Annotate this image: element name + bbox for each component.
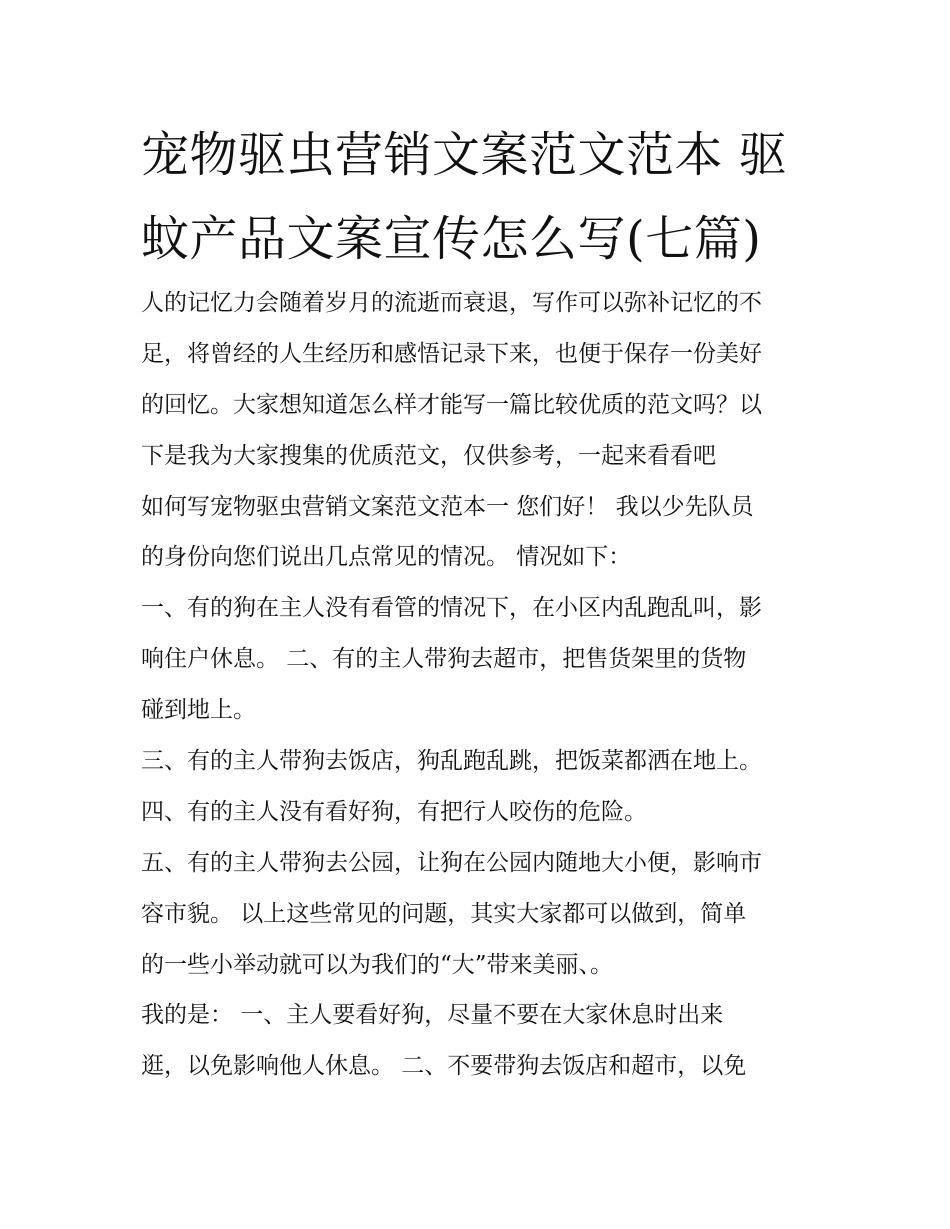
document-body bbox=[141, 278, 831, 1092]
body-line: 人的记忆力会随着岁月的流逝而衰退，写作可以弥补记忆的不 bbox=[141, 290, 762, 316]
body-line: 五、有的主人带狗去公园，让狗在公园内随地大小便，影响市 bbox=[141, 849, 762, 876]
body-line: 下是我为大家搜集的优质范文，仅供参考，一起来看看吧 bbox=[141, 442, 716, 469]
body-line: 碰到地上。 bbox=[141, 697, 256, 724]
body-line: 我的是： 一、主人要看好狗，尽量不要在大家休息时出来 bbox=[141, 1002, 724, 1029]
body-line: 响住户休息。 二、有的主人带狗去超市，把售货架里的货物 bbox=[141, 646, 747, 673]
body-line: 一、有的狗在主人没有看管的情况下，在小区内乱跑乱叫，影 bbox=[141, 595, 762, 622]
title-line: 宠物驱虫营销文案范文范本 驱 bbox=[141, 127, 788, 183]
body-line: 三、有的主人带狗去饭店，狗乱跑乱跳，把饭菜都洒在地上。 bbox=[141, 748, 762, 775]
body-line: 容市貌。 以上这些常见的问题，其实大家都可以做到，简单 bbox=[141, 900, 747, 927]
title-line: 蚊产品文案宣传怎么写(七篇) bbox=[141, 211, 762, 267]
body-line: 四、有的主人没有看好狗，有把行人咬伤的危险。 bbox=[141, 798, 647, 825]
body-line: 逛，以免影响他人休息。 二、不要带狗去饭店和超市，以免 bbox=[141, 1053, 747, 1080]
document-title bbox=[141, 113, 831, 281]
body-line: 如何写宠物驱虫营销文案范文范本一 您们好！ 我以少先队员 bbox=[141, 493, 754, 520]
body-line: 的回忆。大家想知道怎么样才能写一篇比较优质的范文吗？以 bbox=[141, 391, 762, 418]
body-line: 足，将曾经的人生经历和感悟记录下来，也便于保存一份美好 bbox=[141, 340, 762, 367]
body-line: 的身份向您们说出几点常见的情况。 情况如下： bbox=[141, 544, 632, 571]
body-line: 的一些小举动就可以为我们的“大”带来美丽、。 bbox=[141, 951, 614, 978]
